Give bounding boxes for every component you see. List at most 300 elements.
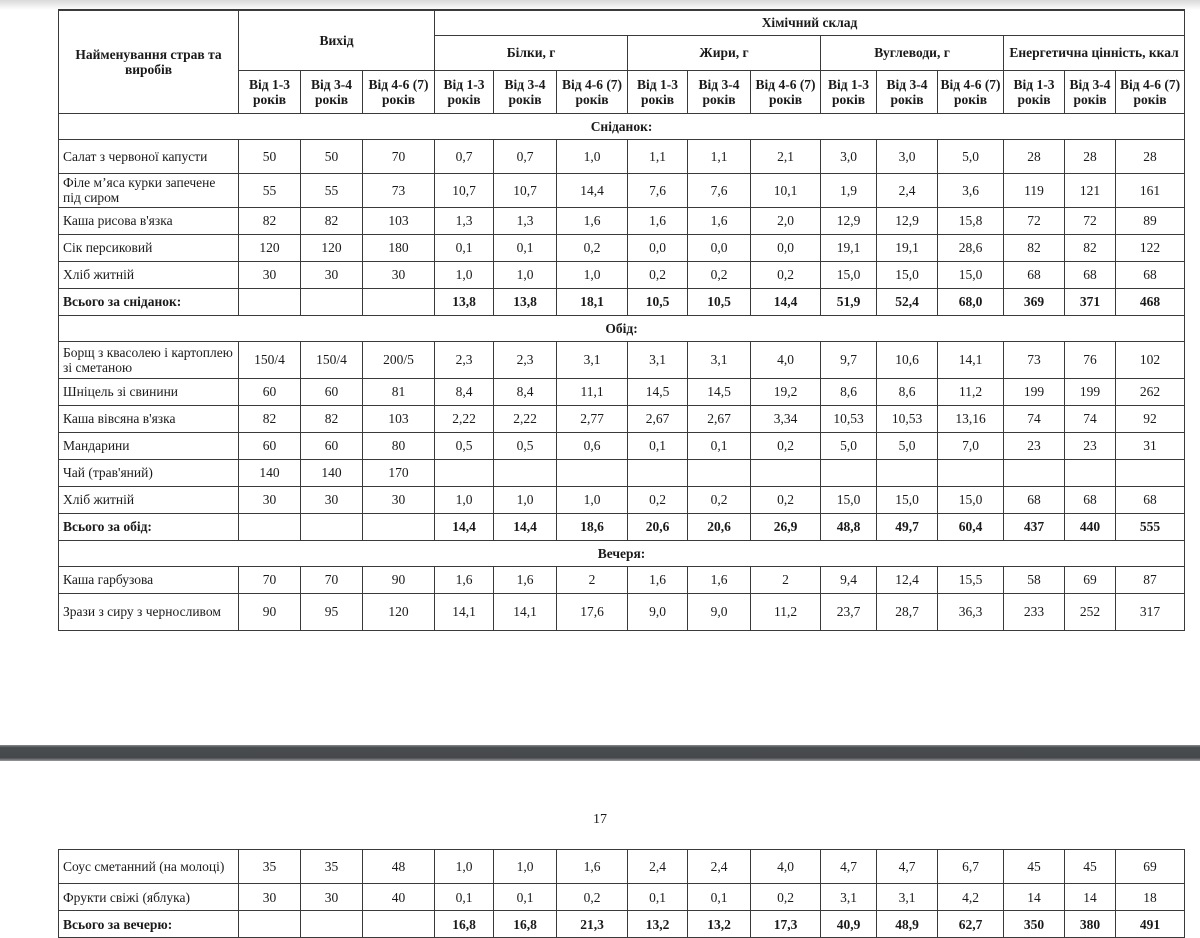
value-cell: 51,9 bbox=[821, 288, 877, 315]
value-cell: 5,0 bbox=[877, 432, 938, 459]
table-row bbox=[59, 850, 1185, 884]
value-cell: 14,1 bbox=[938, 341, 1004, 378]
value-cell: 14,5 bbox=[628, 378, 688, 405]
header-age-3: Від 4-6 (7) років bbox=[1116, 70, 1185, 113]
value-cell: 0,2 bbox=[557, 234, 628, 261]
value-cell: 12,9 bbox=[821, 207, 877, 234]
header-age-1: Від 1-3 років bbox=[1004, 70, 1065, 113]
value-cell: 14,4 bbox=[494, 513, 557, 540]
value-cell: 1,0 bbox=[557, 261, 628, 288]
value-cell bbox=[301, 911, 363, 938]
value-cell bbox=[938, 459, 1004, 486]
value-cell: 369 bbox=[1004, 288, 1065, 315]
section-title: Сніданок: bbox=[59, 113, 1185, 139]
value-cell bbox=[628, 459, 688, 486]
value-cell: 11,2 bbox=[751, 593, 821, 630]
page-number: 17 bbox=[593, 812, 607, 827]
value-cell: 14 bbox=[1004, 884, 1065, 911]
header-output: Вихід bbox=[239, 10, 435, 70]
value-cell: 68 bbox=[1065, 261, 1116, 288]
value-cell: 0,5 bbox=[494, 432, 557, 459]
table-row bbox=[59, 566, 1185, 593]
value-cell: 31 bbox=[1116, 432, 1185, 459]
table-row bbox=[59, 432, 1185, 459]
value-cell: 2,4 bbox=[688, 850, 751, 884]
header-energy: Енергетична цінність, ккал bbox=[1004, 35, 1185, 70]
header-age-3: Від 4-6 (7) років bbox=[938, 70, 1004, 113]
header-age-1: Від 1-3 років bbox=[821, 70, 877, 113]
value-cell: 102 bbox=[1116, 341, 1185, 378]
total-row bbox=[59, 911, 1185, 938]
value-cell: 82 bbox=[1004, 234, 1065, 261]
value-cell: 45 bbox=[1065, 850, 1116, 884]
value-cell: 252 bbox=[1065, 593, 1116, 630]
dish-name: Хліб житній bbox=[59, 261, 239, 288]
value-cell: 1,0 bbox=[557, 486, 628, 513]
value-cell: 0,2 bbox=[628, 486, 688, 513]
value-cell: 17,3 bbox=[751, 911, 821, 938]
value-cell: 1,6 bbox=[435, 566, 494, 593]
value-cell: 140 bbox=[239, 459, 301, 486]
header-chemical-composition: Хімічний склад bbox=[435, 10, 1185, 35]
value-cell: 10,53 bbox=[821, 405, 877, 432]
value-cell: 9,4 bbox=[821, 566, 877, 593]
value-cell: 82 bbox=[301, 207, 363, 234]
value-cell: 0,2 bbox=[751, 884, 821, 911]
dish-name: Мандарини bbox=[59, 432, 239, 459]
table-row bbox=[59, 486, 1185, 513]
value-cell: 199 bbox=[1004, 378, 1065, 405]
total-label: Всього за обід: bbox=[59, 513, 239, 540]
value-cell: 10,1 bbox=[751, 173, 821, 207]
value-cell: 62,7 bbox=[938, 911, 1004, 938]
table-row bbox=[59, 341, 1185, 378]
value-cell: 3,1 bbox=[821, 884, 877, 911]
value-cell: 2,4 bbox=[628, 850, 688, 884]
value-cell: 491 bbox=[1116, 911, 1185, 938]
value-cell: 9,0 bbox=[628, 593, 688, 630]
value-cell: 15,0 bbox=[821, 486, 877, 513]
value-cell: 380 bbox=[1065, 911, 1116, 938]
value-cell: 50 bbox=[239, 139, 301, 173]
value-cell: 0,6 bbox=[557, 432, 628, 459]
value-cell: 69 bbox=[1116, 850, 1185, 884]
header-age-1: Від 1-3 років bbox=[628, 70, 688, 113]
value-cell: 40,9 bbox=[821, 911, 877, 938]
value-cell bbox=[1065, 459, 1116, 486]
header-dish-name: Найменування страв та виробів bbox=[59, 10, 239, 113]
dish-name: Салат з червоної капусти bbox=[59, 139, 239, 173]
value-cell: 40 bbox=[363, 884, 435, 911]
value-cell: 10,5 bbox=[688, 288, 751, 315]
value-cell: 17,6 bbox=[557, 593, 628, 630]
value-cell: 14,1 bbox=[494, 593, 557, 630]
value-cell bbox=[239, 288, 301, 315]
value-cell: 82 bbox=[1065, 234, 1116, 261]
value-cell: 161 bbox=[1116, 173, 1185, 207]
value-cell bbox=[821, 459, 877, 486]
value-cell: 55 bbox=[239, 173, 301, 207]
value-cell: 4,7 bbox=[877, 850, 938, 884]
value-cell: 3,1 bbox=[688, 341, 751, 378]
value-cell: 437 bbox=[1004, 513, 1065, 540]
value-cell: 30 bbox=[301, 486, 363, 513]
value-cell bbox=[1116, 459, 1185, 486]
value-cell: 23,7 bbox=[821, 593, 877, 630]
value-cell: 19,1 bbox=[877, 234, 938, 261]
table-row bbox=[59, 593, 1185, 630]
table-row bbox=[59, 459, 1185, 486]
dish-name: Сік персиковий bbox=[59, 234, 239, 261]
total-row bbox=[59, 288, 1185, 315]
value-cell: 13,2 bbox=[628, 911, 688, 938]
value-cell: 200/5 bbox=[363, 341, 435, 378]
value-cell: 1,1 bbox=[628, 139, 688, 173]
section-title: Вечеря: bbox=[59, 540, 1185, 566]
value-cell: 1,0 bbox=[557, 139, 628, 173]
page-separator bbox=[0, 745, 1200, 761]
value-cell: 15,8 bbox=[938, 207, 1004, 234]
value-cell: 8,6 bbox=[821, 378, 877, 405]
value-cell: 1,3 bbox=[494, 207, 557, 234]
value-cell: 2,3 bbox=[435, 341, 494, 378]
value-cell: 13,2 bbox=[688, 911, 751, 938]
value-cell: 10,6 bbox=[877, 341, 938, 378]
header-carbohydrates: Вуглеводи, г bbox=[821, 35, 1004, 70]
value-cell: 60 bbox=[301, 432, 363, 459]
value-cell: 30 bbox=[239, 261, 301, 288]
value-cell bbox=[363, 513, 435, 540]
value-cell: 103 bbox=[363, 405, 435, 432]
value-cell: 26,9 bbox=[751, 513, 821, 540]
value-cell: 14,4 bbox=[435, 513, 494, 540]
value-cell: 1,0 bbox=[435, 261, 494, 288]
value-cell: 1,6 bbox=[688, 207, 751, 234]
value-cell: 15,0 bbox=[938, 261, 1004, 288]
dish-name: Борщ з квасолею і картоплею зі сметаною bbox=[59, 341, 239, 378]
value-cell: 1,6 bbox=[557, 850, 628, 884]
table-row bbox=[59, 139, 1185, 173]
value-cell: 90 bbox=[239, 593, 301, 630]
value-cell: 48,9 bbox=[877, 911, 938, 938]
dish-name: Чай (трав'яний) bbox=[59, 459, 239, 486]
value-cell: 68 bbox=[1116, 486, 1185, 513]
value-cell: 0,2 bbox=[628, 261, 688, 288]
value-cell: 11,1 bbox=[557, 378, 628, 405]
value-cell bbox=[494, 459, 557, 486]
value-cell: 15,0 bbox=[821, 261, 877, 288]
value-cell: 18 bbox=[1116, 884, 1185, 911]
value-cell: 14,5 bbox=[688, 378, 751, 405]
header-age-2: Від 3-4 років bbox=[688, 70, 751, 113]
value-cell: 12,4 bbox=[877, 566, 938, 593]
value-cell: 10,53 bbox=[877, 405, 938, 432]
value-cell: 2,22 bbox=[494, 405, 557, 432]
value-cell: 262 bbox=[1116, 378, 1185, 405]
value-cell: 48 bbox=[363, 850, 435, 884]
header-age-3: Від 4-6 (7) років bbox=[557, 70, 628, 113]
value-cell: 70 bbox=[363, 139, 435, 173]
value-cell: 68 bbox=[1065, 486, 1116, 513]
nutrition-table-continued bbox=[58, 849, 1185, 938]
value-cell: 30 bbox=[239, 884, 301, 911]
section-title: Обід: bbox=[59, 315, 1185, 341]
value-cell: 4,0 bbox=[751, 341, 821, 378]
value-cell: 0,1 bbox=[688, 884, 751, 911]
value-cell: 0,1 bbox=[688, 432, 751, 459]
header-age-1: Від 1-3 років bbox=[239, 70, 301, 113]
value-cell: 72 bbox=[1065, 207, 1116, 234]
value-cell: 3,1 bbox=[877, 884, 938, 911]
total-label: Всього за вечерю: bbox=[59, 911, 239, 938]
menu-table-page-1 bbox=[58, 9, 1185, 631]
value-cell: 73 bbox=[1004, 341, 1065, 378]
nutrition-table bbox=[58, 9, 1185, 631]
value-cell: 19,2 bbox=[751, 378, 821, 405]
value-cell: 3,1 bbox=[557, 341, 628, 378]
value-cell: 0,1 bbox=[435, 234, 494, 261]
value-cell: 18,1 bbox=[557, 288, 628, 315]
section-row bbox=[59, 540, 1185, 566]
value-cell: 150/4 bbox=[239, 341, 301, 378]
value-cell: 70 bbox=[301, 566, 363, 593]
header-age-2: Від 3-4 років bbox=[494, 70, 557, 113]
value-cell: 121 bbox=[1065, 173, 1116, 207]
value-cell bbox=[877, 459, 938, 486]
value-cell: 28 bbox=[1065, 139, 1116, 173]
value-cell: 0,0 bbox=[688, 234, 751, 261]
value-cell: 120 bbox=[301, 234, 363, 261]
value-cell: 28,7 bbox=[877, 593, 938, 630]
value-cell: 12,9 bbox=[877, 207, 938, 234]
value-cell: 30 bbox=[363, 486, 435, 513]
value-cell: 15,0 bbox=[938, 486, 1004, 513]
value-cell: 2 bbox=[751, 566, 821, 593]
value-cell: 49,7 bbox=[877, 513, 938, 540]
value-cell: 73 bbox=[363, 173, 435, 207]
value-cell: 1,6 bbox=[628, 566, 688, 593]
value-cell: 2,67 bbox=[688, 405, 751, 432]
value-cell: 70 bbox=[239, 566, 301, 593]
value-cell: 60 bbox=[239, 378, 301, 405]
value-cell: 3,0 bbox=[877, 139, 938, 173]
value-cell: 23 bbox=[1004, 432, 1065, 459]
value-cell: 10,7 bbox=[435, 173, 494, 207]
value-cell: 7,0 bbox=[938, 432, 1004, 459]
value-cell: 3,34 bbox=[751, 405, 821, 432]
value-cell: 103 bbox=[363, 207, 435, 234]
value-cell: 18,6 bbox=[557, 513, 628, 540]
dish-name: Каша гарбузова bbox=[59, 566, 239, 593]
total-row bbox=[59, 513, 1185, 540]
value-cell: 82 bbox=[239, 207, 301, 234]
value-cell: 1,0 bbox=[435, 850, 494, 884]
value-cell: 58 bbox=[1004, 566, 1065, 593]
value-cell: 15,5 bbox=[938, 566, 1004, 593]
value-cell: 74 bbox=[1004, 405, 1065, 432]
value-cell: 35 bbox=[301, 850, 363, 884]
value-cell: 89 bbox=[1116, 207, 1185, 234]
value-cell: 8,4 bbox=[494, 378, 557, 405]
value-cell: 0,0 bbox=[628, 234, 688, 261]
value-cell: 4,2 bbox=[938, 884, 1004, 911]
value-cell: 82 bbox=[239, 405, 301, 432]
value-cell: 140 bbox=[301, 459, 363, 486]
value-cell: 15,0 bbox=[877, 486, 938, 513]
value-cell: 50 bbox=[301, 139, 363, 173]
value-cell: 4,0 bbox=[751, 850, 821, 884]
value-cell: 2,0 bbox=[751, 207, 821, 234]
value-cell: 11,2 bbox=[938, 378, 1004, 405]
header-age-2: Від 3-4 років bbox=[301, 70, 363, 113]
value-cell: 3,0 bbox=[821, 139, 877, 173]
menu-table-page-2 bbox=[58, 849, 1185, 938]
value-cell: 0,2 bbox=[751, 432, 821, 459]
value-cell: 36,3 bbox=[938, 593, 1004, 630]
header-age-3: Від 4-6 (7) років bbox=[363, 70, 435, 113]
value-cell: 1,6 bbox=[494, 566, 557, 593]
value-cell: 35 bbox=[239, 850, 301, 884]
value-cell: 0,1 bbox=[628, 884, 688, 911]
table-row bbox=[59, 234, 1185, 261]
value-cell: 119 bbox=[1004, 173, 1065, 207]
value-cell: 1,9 bbox=[821, 173, 877, 207]
value-cell: 120 bbox=[239, 234, 301, 261]
value-cell: 1,3 bbox=[435, 207, 494, 234]
value-cell: 2,22 bbox=[435, 405, 494, 432]
value-cell: 0,1 bbox=[494, 884, 557, 911]
value-cell: 1,0 bbox=[494, 261, 557, 288]
value-cell: 122 bbox=[1116, 234, 1185, 261]
value-cell: 4,7 bbox=[821, 850, 877, 884]
value-cell: 5,0 bbox=[938, 139, 1004, 173]
value-cell: 60 bbox=[239, 432, 301, 459]
value-cell: 2,3 bbox=[494, 341, 557, 378]
value-cell: 28 bbox=[1004, 139, 1065, 173]
value-cell: 1,0 bbox=[494, 850, 557, 884]
header-fats: Жири, г bbox=[628, 35, 821, 70]
value-cell: 76 bbox=[1065, 341, 1116, 378]
value-cell: 180 bbox=[363, 234, 435, 261]
dish-name: Каша рисова в'язка bbox=[59, 207, 239, 234]
value-cell: 0,2 bbox=[751, 486, 821, 513]
value-cell: 95 bbox=[301, 593, 363, 630]
value-cell: 20,6 bbox=[628, 513, 688, 540]
value-cell: 3,6 bbox=[938, 173, 1004, 207]
value-cell: 371 bbox=[1065, 288, 1116, 315]
table-row bbox=[59, 261, 1185, 288]
value-cell: 81 bbox=[363, 378, 435, 405]
value-cell: 0,2 bbox=[688, 261, 751, 288]
value-cell: 82 bbox=[301, 405, 363, 432]
value-cell: 90 bbox=[363, 566, 435, 593]
value-cell: 74 bbox=[1065, 405, 1116, 432]
value-cell: 0,2 bbox=[688, 486, 751, 513]
value-cell: 150/4 bbox=[301, 341, 363, 378]
value-cell: 30 bbox=[301, 884, 363, 911]
dish-name: Зрази з сиру з черносливом bbox=[59, 593, 239, 630]
value-cell: 13,8 bbox=[494, 288, 557, 315]
value-cell: 14,1 bbox=[435, 593, 494, 630]
value-cell: 16,8 bbox=[435, 911, 494, 938]
value-cell: 555 bbox=[1116, 513, 1185, 540]
value-cell: 14,4 bbox=[751, 288, 821, 315]
value-cell: 1,6 bbox=[557, 207, 628, 234]
value-cell: 60 bbox=[301, 378, 363, 405]
value-cell bbox=[301, 288, 363, 315]
value-cell bbox=[363, 288, 435, 315]
value-cell: 2,1 bbox=[751, 139, 821, 173]
value-cell: 2 bbox=[557, 566, 628, 593]
value-cell: 8,6 bbox=[877, 378, 938, 405]
value-cell: 1,0 bbox=[435, 486, 494, 513]
value-cell: 87 bbox=[1116, 566, 1185, 593]
dish-name: Соус сметанний (на молоці) bbox=[59, 850, 239, 884]
table-row bbox=[59, 405, 1185, 432]
value-cell: 1,0 bbox=[494, 486, 557, 513]
value-cell: 0,0 bbox=[751, 234, 821, 261]
value-cell bbox=[1004, 459, 1065, 486]
value-cell: 60,4 bbox=[938, 513, 1004, 540]
value-cell: 1,1 bbox=[688, 139, 751, 173]
value-cell: 92 bbox=[1116, 405, 1185, 432]
value-cell: 68 bbox=[1004, 261, 1065, 288]
value-cell: 10,5 bbox=[628, 288, 688, 315]
header-age-2: Від 3-4 років bbox=[1065, 70, 1116, 113]
value-cell: 30 bbox=[301, 261, 363, 288]
value-cell: 6,7 bbox=[938, 850, 1004, 884]
value-cell: 80 bbox=[363, 432, 435, 459]
value-cell: 21,3 bbox=[557, 911, 628, 938]
value-cell: 7,6 bbox=[688, 173, 751, 207]
value-cell: 0,1 bbox=[494, 234, 557, 261]
dish-name: Фрукти свіжі (яблука) bbox=[59, 884, 239, 911]
value-cell: 0,7 bbox=[435, 139, 494, 173]
value-cell: 69 bbox=[1065, 566, 1116, 593]
value-cell: 52,4 bbox=[877, 288, 938, 315]
header-proteins: Білки, г bbox=[435, 35, 628, 70]
value-cell: 14,4 bbox=[557, 173, 628, 207]
value-cell: 2,67 bbox=[628, 405, 688, 432]
value-cell: 30 bbox=[363, 261, 435, 288]
value-cell: 0,1 bbox=[435, 884, 494, 911]
dish-name: Шніцель зі свинини bbox=[59, 378, 239, 405]
value-cell: 72 bbox=[1004, 207, 1065, 234]
value-cell: 16,8 bbox=[494, 911, 557, 938]
dish-name: Філе м’яса курки запечене під сиром bbox=[59, 173, 239, 207]
value-cell: 2,4 bbox=[877, 173, 938, 207]
value-cell: 9,7 bbox=[821, 341, 877, 378]
value-cell: 1,6 bbox=[628, 207, 688, 234]
value-cell: 13,8 bbox=[435, 288, 494, 315]
value-cell: 55 bbox=[301, 173, 363, 207]
value-cell: 30 bbox=[239, 486, 301, 513]
value-cell: 7,6 bbox=[628, 173, 688, 207]
value-cell: 233 bbox=[1004, 593, 1065, 630]
value-cell: 120 bbox=[363, 593, 435, 630]
header-age-1: Від 1-3 років bbox=[435, 70, 494, 113]
value-cell: 0,7 bbox=[494, 139, 557, 173]
section-row bbox=[59, 113, 1185, 139]
table-row bbox=[59, 884, 1185, 911]
value-cell: 1,6 bbox=[688, 566, 751, 593]
value-cell: 45 bbox=[1004, 850, 1065, 884]
value-cell: 19,1 bbox=[821, 234, 877, 261]
value-cell: 15,0 bbox=[877, 261, 938, 288]
value-cell: 13,16 bbox=[938, 405, 1004, 432]
value-cell: 68,0 bbox=[938, 288, 1004, 315]
value-cell: 317 bbox=[1116, 593, 1185, 630]
